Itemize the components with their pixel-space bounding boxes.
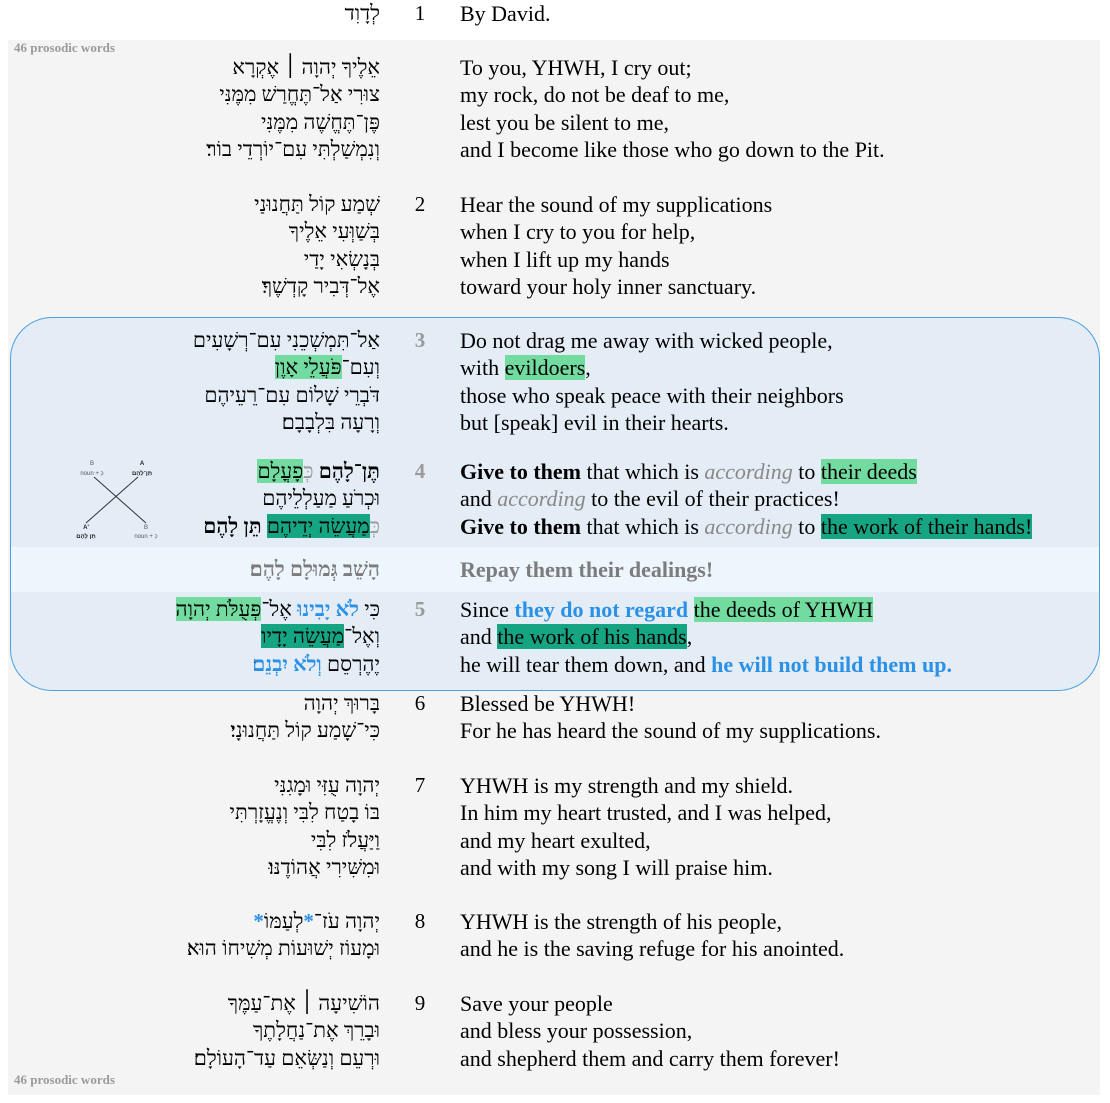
hebrew-line — [219, 81, 380, 108]
text-segment: to the evil of their practices! — [585, 486, 840, 512]
stanza — [0, 0, 1110, 27]
highlighted-phrase: מַעֲשֵׂה יָדָיו — [261, 624, 345, 649]
text-segment: he will not build them up. — [711, 651, 952, 677]
english-line — [460, 513, 1032, 540]
hebrew-line — [193, 327, 380, 354]
english-line — [460, 1017, 692, 1044]
text-segment: וַיַּעֲלֹז לִבִּי — [310, 827, 380, 852]
text-segment: they do not regard — [514, 597, 689, 622]
highlighted-phrase: פְּעֻלֹּת יְהוָה — [175, 597, 262, 621]
english-line — [460, 827, 651, 854]
english-line — [460, 799, 831, 826]
text-segment: הָשֵׁב גְּמוּלָם לָהֶם׃ — [249, 557, 380, 581]
verse-line — [0, 273, 1110, 300]
text-segment: , — [686, 624, 693, 650]
text-segment: לְעַמּוֹ — [263, 909, 304, 933]
english-line — [460, 596, 873, 623]
hebrew-line — [206, 136, 380, 163]
hebrew-line — [203, 513, 380, 540]
text-segment: וְלֹא יִבְנֵם — [252, 651, 322, 676]
text-segment: according — [704, 459, 793, 484]
hebrew-line — [304, 690, 380, 717]
text-segment: יְהוָה עֻזִּי וּמָגִנִּי — [274, 773, 380, 797]
stanza — [0, 327, 1110, 436]
verse-line — [0, 485, 1110, 512]
english-line — [460, 54, 692, 81]
english-line — [460, 485, 840, 512]
english-line — [460, 772, 793, 799]
text-segment: Do not drag me away with wicked people, — [460, 328, 833, 353]
verse-line — [0, 717, 1110, 744]
english-line — [460, 191, 772, 218]
text-segment: בְּנָשְׂאִי יָדַי — [303, 246, 380, 271]
text-segment: when I cry to you for help, — [460, 219, 696, 245]
verse-line — [0, 799, 1110, 826]
text-segment: to — [792, 513, 821, 539]
verse-number: 2 — [414, 192, 426, 216]
highlighted-phrase: the work of their hands! — [820, 513, 1033, 539]
text-segment: and with my song I will praise him. — [460, 854, 773, 880]
text-segment: that which is — [580, 513, 705, 539]
highlighted-phrase: פָעֳלָם — [257, 459, 304, 483]
text-segment: according — [704, 513, 793, 539]
text-segment: כִּי — [358, 597, 380, 621]
english-line — [460, 623, 692, 650]
text-segment: וְרָעָה בִּלְבָבָם׃ — [281, 409, 380, 434]
text-segment: Give to them — [460, 459, 581, 484]
verse-line — [0, 0, 1110, 27]
text-segment: and bless your possession, — [460, 1018, 693, 1044]
english-line — [460, 0, 550, 27]
verse-line — [0, 772, 1110, 799]
english-line — [460, 1045, 840, 1072]
english-line — [460, 854, 773, 881]
english-line — [460, 935, 844, 962]
english-line — [460, 327, 833, 354]
highlighted-phrase: פֹּעֲלֵי אָוֶן — [274, 355, 342, 380]
english-line — [460, 81, 729, 108]
verse-line — [0, 690, 1110, 717]
verse-line — [0, 54, 1110, 81]
highlighted-phrase: the deeds of YHWH — [693, 597, 874, 622]
verse-line — [0, 935, 1110, 962]
hebrew-line — [275, 354, 380, 381]
text-segment: Save your people — [460, 991, 613, 1016]
english-line — [460, 409, 729, 436]
diagram-b-bottom-sub: noun + כְּ — [134, 534, 158, 540]
english-line — [460, 382, 844, 409]
verse-line — [0, 246, 1110, 273]
text-segment: according — [497, 486, 586, 512]
diagram-b-bottom: B — [143, 525, 149, 531]
text-segment: וְנִמְשַׁלְתִּי עִם־יוֹרְדֵי בוֹר׃ — [206, 136, 380, 161]
text-segment: וּכְרֹעַ מַעַלְלֵיהֶם — [262, 486, 380, 511]
text-segment: אַל־תִּמְשְׁכֵנִי עִם־רְשָׁעִים — [192, 328, 380, 352]
verse-line — [0, 596, 1110, 623]
english-line — [460, 136, 885, 163]
text-segment: כִּי־שָׁמַע קוֹל תַּחֲנוּנָי׃ — [230, 718, 380, 743]
text-segment: אֶל־דְּבִיר קָדְשֶׁךָ׃ — [261, 273, 380, 298]
text-segment: toward your holy inner sanctuary. — [460, 273, 757, 299]
hebrew-line — [274, 772, 380, 799]
hebrew-line — [253, 1017, 380, 1044]
hebrew-line — [257, 458, 380, 485]
stanza — [0, 772, 1110, 881]
text-segment: הוֹשִׁיעָה ׀ אֶת־עַמֶּךָ — [227, 991, 380, 1015]
hebrew-line — [194, 1045, 380, 1072]
text-segment: וּרְעֵם וְנַשְּׂאֵם עַד־הָעוֹלָם׃ — [193, 1045, 380, 1070]
hebrew-line — [230, 799, 381, 826]
verse-line — [0, 854, 1110, 881]
text-segment: וְאֶל־ — [344, 624, 380, 649]
english-line — [460, 908, 782, 935]
text-segment: with — [460, 355, 505, 381]
hebrew-line — [282, 409, 380, 436]
verse-line — [0, 409, 1110, 436]
verse-number: 9 — [414, 991, 426, 1015]
text-segment: וּבָרֵךְ אֶת־נַחֲלָתֶךָ — [252, 1018, 380, 1043]
hebrew-line — [253, 908, 380, 935]
hebrew-line — [261, 109, 380, 136]
english-line — [460, 651, 952, 678]
text-segment: * — [303, 909, 314, 933]
verse-line — [0, 136, 1110, 163]
english-line — [460, 218, 695, 245]
stanza — [0, 908, 1110, 963]
text-segment: בְּשַׁוְּעִי אֵלֶיךָ — [288, 219, 380, 244]
english-line — [460, 273, 756, 300]
text-segment: YHWH is the strength of his people, — [460, 909, 782, 934]
hebrew-line — [254, 191, 380, 218]
text-segment: when I lift up my hands — [460, 246, 670, 272]
text-segment: To you, YHWH, I cry out; — [460, 55, 692, 80]
text-segment: אֶל־ — [261, 597, 298, 621]
verse-line — [0, 81, 1110, 108]
verse-line — [0, 354, 1110, 381]
text-segment: Repay them their dealings! — [460, 557, 714, 582]
verse-line — [0, 1045, 1110, 1072]
text-segment: כְּ — [303, 459, 314, 483]
verse-number: 1 — [414, 1, 426, 25]
text-segment: Give to them — [460, 513, 581, 539]
hebrew-line — [176, 596, 380, 623]
stanza — [0, 556, 1110, 583]
verse-line — [0, 556, 1110, 583]
highlighted-phrase: the work of his hands — [497, 624, 687, 650]
text-segment: לְדָוִד — [344, 1, 380, 25]
text-segment: שְׁמַע קוֹל תַּחֲנוּנַי — [254, 192, 380, 216]
hebrew-line — [311, 827, 380, 854]
verse-line — [0, 827, 1110, 854]
diagram-a-bottom: A' — [83, 525, 89, 531]
text-segment: that which is — [580, 459, 705, 484]
verse-line — [0, 623, 1110, 650]
verse-line — [0, 1017, 1110, 1044]
stanza — [0, 191, 1110, 300]
text-segment: and shepherd them and carry them forever! — [460, 1045, 840, 1071]
diagram-b-top: B — [89, 461, 95, 467]
hebrew-line — [228, 990, 380, 1017]
verse-line — [0, 191, 1110, 218]
verse-line — [0, 218, 1110, 245]
text-segment: תֵּן לָהֶם — [203, 513, 262, 538]
text-segment: בּוֹ בָטַח לִבִּי וְנֶעֱזָרְתִּי — [229, 800, 380, 825]
prosodic-word-count-bottom: 46 prosodic words — [14, 1072, 115, 1087]
text-segment: and — [460, 624, 498, 650]
stanza — [0, 690, 1110, 745]
highlighted-phrase: their deeds — [820, 459, 917, 484]
verse-number: 8 — [414, 909, 426, 933]
text-segment: וּמָעוֹז יְשׁוּעוֹת מְשִׁיחוֹ הוּא׃ — [186, 936, 380, 961]
text-segment: By David. — [460, 1, 551, 26]
text-segment: he will tear them down, and — [460, 651, 712, 677]
highlighted-phrase: evildoers — [504, 355, 586, 381]
diagram-a-top-sub: תֵּן־לָהֶם — [131, 471, 153, 477]
text-segment: In him my heart trusted, and I was helped, — [460, 800, 832, 826]
hebrew-line — [262, 485, 380, 512]
text-segment: to — [792, 459, 821, 484]
verse-number: 4 — [414, 459, 426, 483]
verse-number: 3 — [414, 328, 426, 352]
text-segment: לֹא יָבִינוּ — [297, 597, 359, 621]
hebrew-line — [304, 246, 380, 273]
text-segment: and — [460, 486, 498, 512]
text-segment: תֶּן־לָהֶם — [318, 459, 380, 483]
diagram-a-top: A — [139, 461, 145, 467]
hebrew-line — [268, 854, 380, 881]
hebrew-line — [250, 556, 380, 583]
english-line — [460, 458, 917, 485]
text-segment: lest you be silent to me, — [460, 109, 669, 135]
text-segment: and my heart exulted, — [460, 827, 651, 853]
verse-line — [0, 908, 1110, 935]
text-segment: Since — [460, 597, 515, 622]
hebrew-line — [252, 651, 380, 678]
text-segment: פֶּן־תֶּחֱשֶׁה מִמֶּנִּי — [260, 109, 380, 134]
verse-line — [0, 382, 1110, 409]
text-segment: and I become like those who go down to the Pit. — [460, 136, 885, 162]
text-segment: Blessed be YHWH! — [460, 691, 636, 716]
verse-number: 6 — [414, 691, 426, 715]
verse-line — [0, 651, 1110, 678]
text-segment: כְּ — [369, 513, 380, 538]
text-segment: יֶהֶרְסֵם — [321, 651, 380, 676]
prosodic-word-count-top: 46 prosodic words — [14, 40, 115, 55]
english-line — [460, 690, 635, 717]
verse-number: 7 — [414, 773, 426, 797]
hebrew-line — [230, 717, 380, 744]
english-line — [460, 990, 613, 1017]
text-segment: וְעִם־ — [341, 355, 380, 380]
hebrew-line — [232, 54, 380, 81]
stanza — [0, 458, 1110, 540]
english-line — [460, 246, 670, 273]
hebrew-line — [262, 273, 380, 300]
diagram-a-bottom-sub: תֵּן לָהֶם — [76, 534, 96, 540]
verse-line — [0, 109, 1110, 136]
text-segment: Hear the sound of my supplications — [460, 192, 773, 217]
text-segment: וּמִשִּׁירִי אֲהוֹדֶנּוּ׃ — [268, 854, 380, 879]
text-segment — [688, 597, 694, 622]
text-segment: * — [253, 909, 264, 933]
text-segment: For he has heard the sound of my supplications. — [460, 718, 881, 744]
text-segment: those who speak peace with their neighbors — [460, 382, 844, 408]
text-segment: בָּרוּךְ יְהוָה — [303, 691, 380, 715]
text-segment: , — [585, 355, 591, 381]
text-segment: אֵלֶיךָ יְהוָה ׀ אֶקְרָא — [232, 55, 380, 79]
text-segment: my rock, do not be deaf to me, — [460, 82, 730, 108]
text-segment: יְהוָה עֹז־ — [313, 909, 380, 933]
diagram-b-top-sub: noun + כְּ — [80, 471, 104, 477]
text-segment: and he is the saving refuge for his anointed. — [460, 936, 845, 962]
hebrew-line — [187, 935, 380, 962]
stanza — [0, 596, 1110, 678]
verse-line — [0, 327, 1110, 354]
english-line — [460, 354, 591, 381]
hebrew-line — [261, 623, 380, 650]
text-segment: צוּרִי אַל־תֶּחֱרַשׁ מִמֶּנִּי — [219, 82, 380, 107]
hebrew-line — [289, 218, 380, 245]
text-segment: YHWH is my strength and my shield. — [460, 773, 794, 798]
verse-line — [0, 458, 1110, 485]
text-segment: but [speak] evil in their hearts. — [460, 409, 729, 435]
hebrew-line — [345, 0, 380, 27]
english-line — [460, 109, 669, 136]
text-segment: דֹּבְרֵי שָׁלוֹם עִם־רֵעֵיהֶם — [204, 382, 380, 407]
stanza — [0, 54, 1110, 163]
english-line — [460, 556, 713, 583]
english-line — [460, 717, 881, 744]
verse-number: 5 — [414, 597, 426, 621]
hebrew-line — [204, 382, 380, 409]
verse-line — [0, 513, 1110, 540]
highlighted-phrase: מַעֲשֵׂה יְדֵיהֶם — [266, 513, 370, 538]
verse-line — [0, 990, 1110, 1017]
stanza — [0, 990, 1110, 1072]
